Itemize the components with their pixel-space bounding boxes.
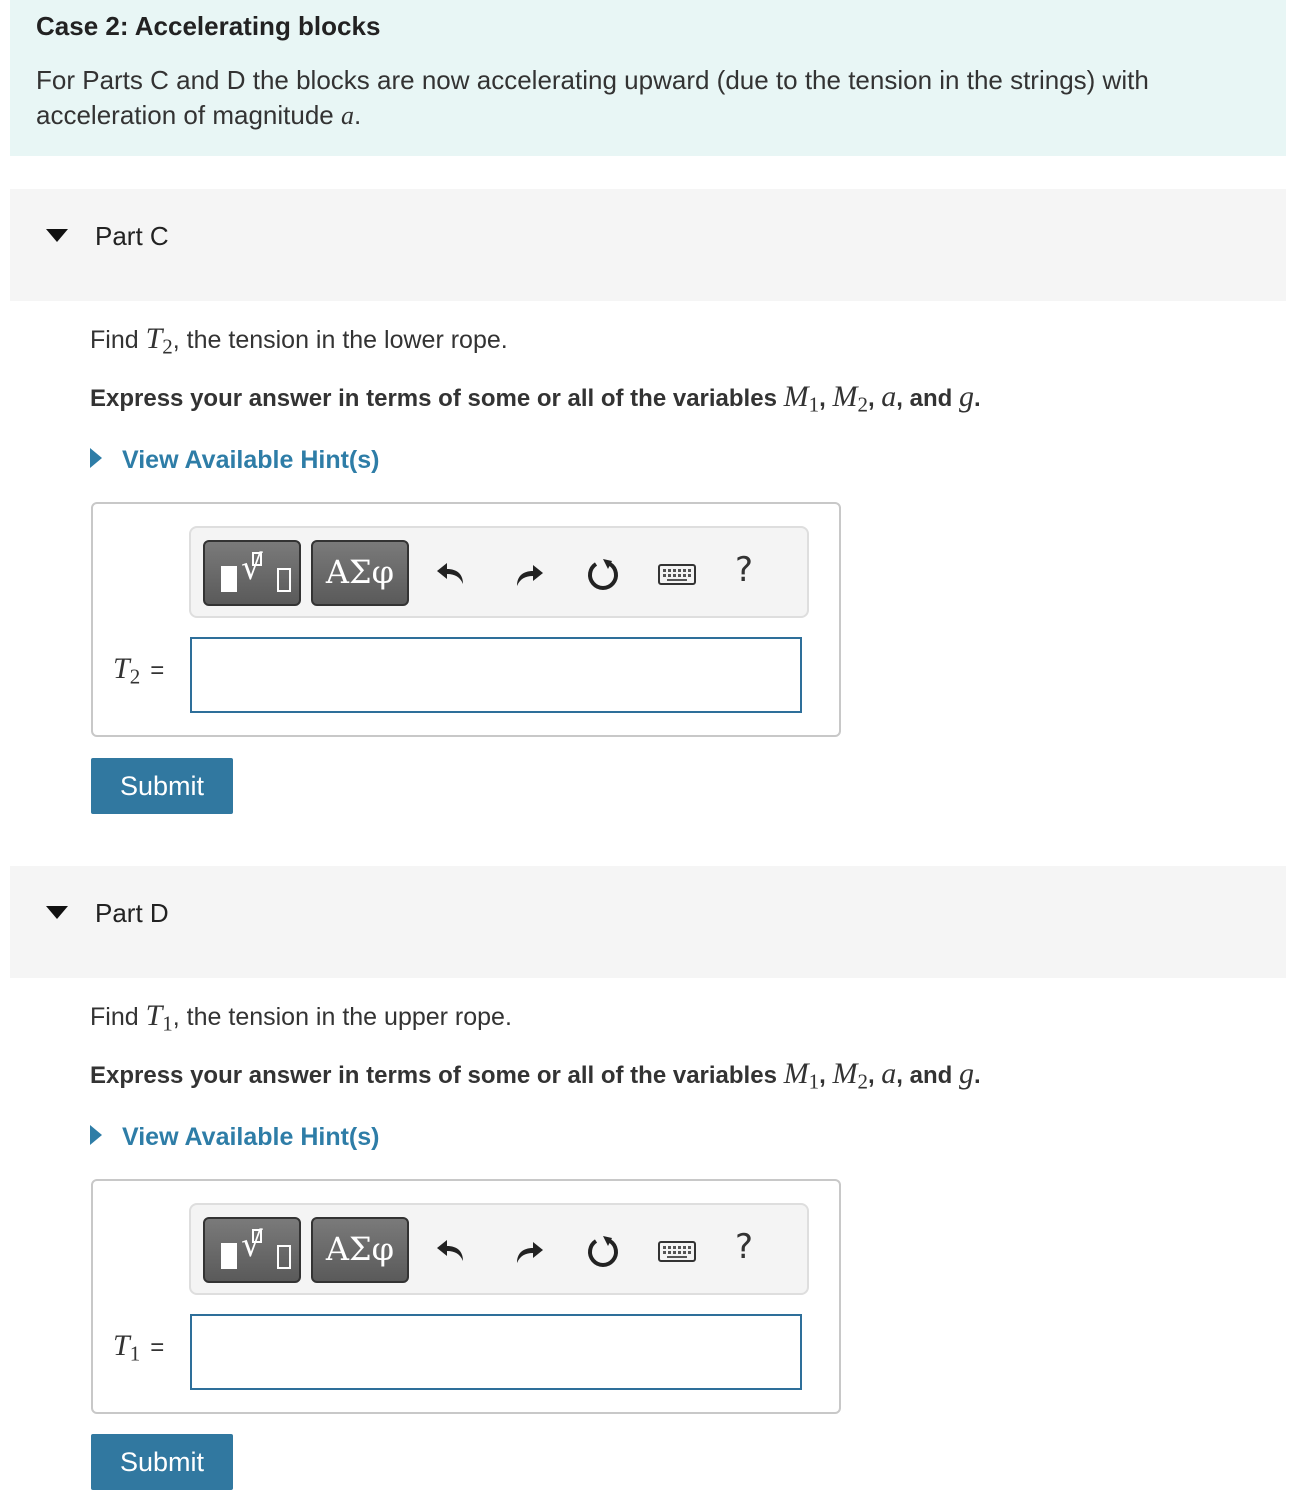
var-a: a — [881, 1057, 897, 1090]
part-d-answer-box — [91, 1179, 841, 1414]
keyboard-icon[interactable] — [657, 1231, 697, 1271]
symbols-button[interactable]: ΑΣφ — [311, 540, 409, 606]
prompt-text-end: , the tension in the upper rope. — [172, 1003, 512, 1031]
var-g: g — [958, 380, 974, 413]
hint-label: View Available Hint(s) — [122, 1123, 380, 1151]
case-intro — [10, 0, 1286, 156]
help-button[interactable]: ? — [735, 550, 754, 590]
sqrt-icon: √ — [241, 548, 263, 588]
cursor-block-icon — [221, 1243, 237, 1269]
answer-variable-label: $T_1$ = — [113, 1329, 165, 1366]
var-m1: $M_1$ — [783, 380, 820, 417]
part-d-header[interactable] — [10, 866, 1286, 978]
symbols-button[interactable]: ΑΣφ — [311, 1217, 409, 1283]
prompt-text: Find — [90, 326, 146, 354]
part-title: Part C — [95, 221, 169, 251]
instruction-text: Express your answer in terms of some or all of the variables — [90, 385, 777, 412]
case-title: Case 2: Accelerating blocks — [36, 11, 381, 41]
part-d-prompt — [90, 999, 512, 1036]
var-a: a — [881, 380, 897, 413]
prompt-variable: $T_2$ — [145, 322, 173, 359]
templates-button[interactable] — [203, 540, 301, 606]
submit-button[interactable]: Submit — [91, 758, 233, 814]
var-m2: $M_2$ — [832, 380, 868, 417]
case-variable: a — [340, 101, 354, 130]
and-text: and — [909, 1062, 953, 1089]
template-box-icon — [277, 1245, 291, 1269]
undo-icon[interactable] — [433, 1231, 473, 1271]
case-text-end: . — [353, 100, 362, 130]
case-text: For Parts C and D the blocks are now accelerating upward (due to the tension in the strings) with acceleration of magnitude — [36, 65, 1149, 130]
view-hints-link[interactable] — [90, 1123, 379, 1152]
template-box-icon — [277, 568, 291, 592]
sqrt-icon: √ — [241, 1225, 263, 1265]
expand-arrow-icon — [90, 448, 102, 468]
part-title: Part D — [95, 898, 169, 928]
templates-button[interactable] — [203, 1217, 301, 1283]
reset-icon[interactable] — [583, 1231, 623, 1271]
redo-icon[interactable] — [507, 1231, 547, 1271]
part-c-answer-box — [91, 502, 841, 737]
math-toolbar — [189, 1203, 809, 1295]
hint-label: View Available Hint(s) — [122, 446, 380, 474]
cursor-block-icon — [221, 566, 237, 592]
submit-button[interactable]: Submit — [91, 1434, 233, 1490]
answer-input[interactable] — [190, 637, 802, 713]
redo-icon[interactable] — [507, 554, 547, 594]
collapse-triangle-icon[interactable] — [46, 906, 68, 919]
expand-arrow-icon — [90, 1125, 102, 1145]
collapse-triangle-icon[interactable] — [46, 229, 68, 242]
and-text: and — [909, 385, 953, 412]
part-c-instruction: Express your answer in terms of some or all of the variables $M_1$, $M_2$, a, and g. — [90, 380, 981, 417]
help-button[interactable]: ? — [735, 1227, 754, 1267]
part-c-header[interactable] — [10, 189, 1286, 301]
part-d-instruction: Express your answer in terms of some or all of the variables $M_1$, $M_2$, a, and g. — [90, 1057, 981, 1094]
var-m2: $M_2$ — [832, 1057, 868, 1094]
answer-input[interactable] — [190, 1314, 802, 1390]
var-m1: $M_1$ — [783, 1057, 820, 1094]
prompt-variable: $T_1$ — [145, 999, 173, 1036]
view-hints-link[interactable] — [90, 446, 379, 475]
keyboard-icon[interactable] — [657, 554, 697, 594]
reset-icon[interactable] — [583, 554, 623, 594]
math-toolbar — [189, 526, 809, 618]
prompt-text-end: , the tension in the lower rope. — [172, 326, 508, 354]
part-c-prompt — [90, 322, 508, 359]
case-description — [36, 63, 1260, 133]
instruction-text: Express your answer in terms of some or all of the variables — [90, 1062, 777, 1089]
prompt-text: Find — [90, 1003, 146, 1031]
var-g: g — [958, 1057, 974, 1090]
undo-icon[interactable] — [433, 554, 473, 594]
answer-variable-label: $T_2$ = — [113, 652, 165, 689]
